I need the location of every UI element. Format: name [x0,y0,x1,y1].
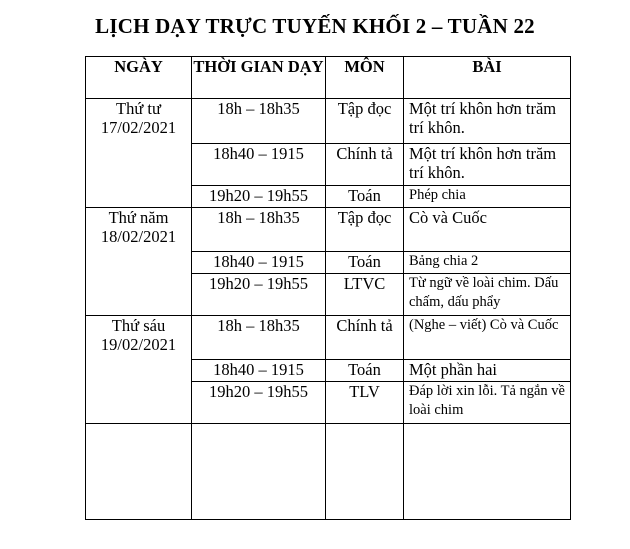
table-row [86,99,571,144]
day-name: Thứ sáu [111,316,166,335]
lesson-cell: Bảng chia 2 [404,252,571,274]
empty-cell [326,424,404,520]
lesson-cell: Một trí khôn hơn trăm trí khôn. [404,99,571,144]
subject-cell: Tập đọc [326,99,404,144]
time-cell: 18h – 18h35 [192,208,326,252]
day-name: Thứ năm [108,208,169,227]
empty-cell [404,424,571,520]
subject-cell: Chính tả [326,316,404,360]
table-row [86,208,571,252]
subject-cell: Toán [326,186,404,208]
lesson-cell: Đáp lời xin lỗi. Tả ngắn về loài chim [404,382,571,424]
lesson-cell: Từ ngữ về loài chim. Dấu chấm, dấu phẩy [404,274,571,316]
day-date: 17/02/2021 [100,118,177,137]
day-date: 18/02/2021 [100,227,177,246]
header-subject: MÔN [326,57,404,99]
header-time: THỜI GIAN DẠY [192,57,326,99]
table-header-row [86,57,571,99]
subject-cell: TLV [326,382,404,424]
empty-cell [192,424,326,520]
day-date: 19/02/2021 [100,335,177,354]
lesson-cell: (Nghe – viết) Cò và Cuốc [404,316,571,360]
time-cell: 19h20 – 19h55 [192,274,326,316]
day-cell [86,99,192,208]
lesson-cell: Một phần hai [404,360,571,382]
time-cell: 18h40 – 1915 [192,252,326,274]
lesson-cell: Phép chia [404,186,571,208]
subject-cell: Chính tả [326,144,404,186]
day-cell [86,208,192,316]
time-cell: 18h40 – 1915 [192,144,326,186]
day-cell [86,316,192,424]
header-lesson: BÀI [404,57,571,99]
day-name: Thứ tư [116,99,161,118]
page-title: LỊCH DẠY TRỰC TUYẾN KHỐI 2 – TUẦN 22 [95,14,535,38]
header-day: NGÀY [86,57,192,99]
empty-cell [86,424,192,520]
lesson-cell: Cò và Cuốc [404,208,571,252]
time-cell: 19h20 – 19h55 [192,382,326,424]
empty-row [86,424,571,520]
table-row [86,316,571,360]
schedule-table [85,56,571,520]
subject-cell: Toán [326,252,404,274]
time-cell: 18h – 18h35 [192,316,326,360]
subject-cell: Tập đọc [326,208,404,252]
time-cell: 18h – 18h35 [192,99,326,144]
lesson-cell: Một trí khôn hơn trăm trí khôn. [404,144,571,186]
subject-cell: LTVC [326,274,404,316]
time-cell: 18h40 – 1915 [192,360,326,382]
subject-cell: Toán [326,360,404,382]
time-cell: 19h20 – 19h55 [192,186,326,208]
